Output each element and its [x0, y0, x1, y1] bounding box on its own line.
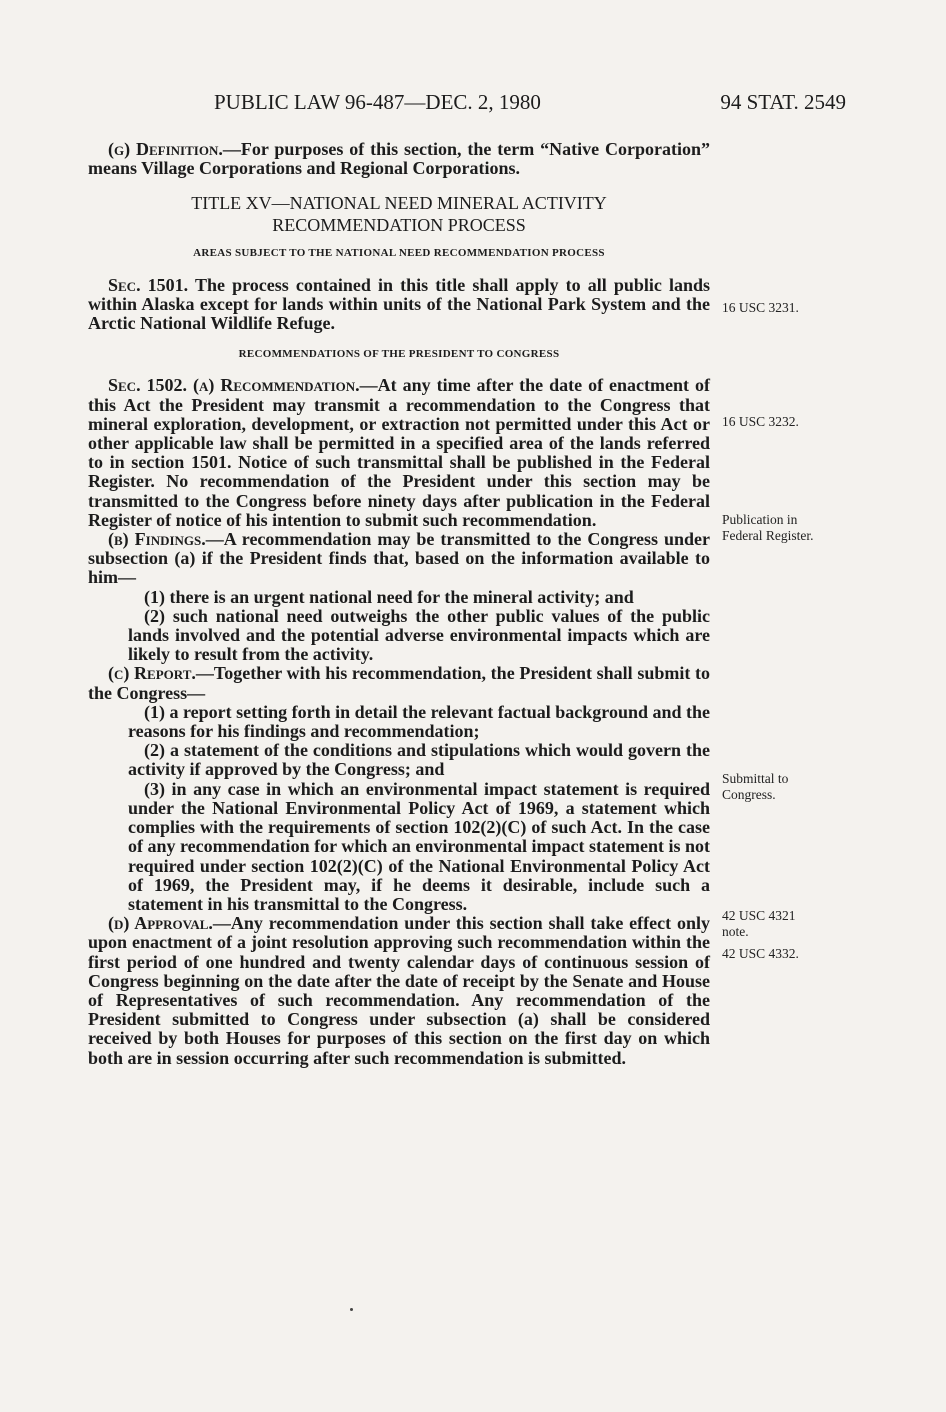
- section-1502a-label: Sec. 1502. (a) Recommendation.: [108, 375, 360, 396]
- section-1502a-paragraph: [88, 376, 710, 530]
- report-item-3: (3) in any case in which an environmental impact statement is required under the National Environmental Policy Act of 1969, a statement which complies with the requirements of section 102(2)(C) of such Act. In the case of any recommendation for which an environmental impact statement is not required under section 102(2)(C) of the National Environmental Policy Act of 1969, the President may, if he deems it desirable, include such a statement in his transmittal to the Congress.: [128, 778, 710, 914]
- stray-mark: [350, 1308, 353, 1311]
- title-xv-heading: [88, 192, 710, 236]
- heading-recommendations: RECOMMENDATIONS OF THE PRESIDENT TO CONGRESS: [238, 348, 560, 361]
- section-g-text: —For purposes of this section, the term “Native Corporation” means Village Corporations and Regional Corporations.: [88, 139, 710, 179]
- findings-item-2: (2) such national need outweighs the other public values of the public lands involved and the potential adverse environmental impacts which are likely to result from the activity.: [128, 605, 710, 665]
- report-text: —Together with his recommendation, the President shall submit to the Congress—: [88, 663, 711, 703]
- margin-note-16usc3232: 16 USC 3232.: [722, 414, 799, 429]
- margin-note-16usc3231: 16 USC 3231.: [722, 300, 799, 315]
- heading-areas-subject: AREAS SUBJECT TO THE NATIONAL NEED RECOMMENDATION PROCESS: [193, 247, 605, 260]
- header-title: PUBLIC LAW 96-487—DEC. 2, 1980: [214, 90, 541, 114]
- approval-label: (d) Approval.: [108, 913, 213, 934]
- report-label: (c) Report.: [108, 663, 196, 684]
- margin-note-publication: Publication in Federal Register.: [722, 512, 814, 543]
- section-1501-label: Sec. 1501.: [108, 274, 189, 295]
- title-line-1: TITLE XV—NATIONAL NEED MINERAL ACTIVITY: [191, 193, 607, 214]
- findings-text: —A recommendation may be transmitted to the Congress under subsection (a) if the President finds that, based on the information available to him—: [88, 529, 710, 588]
- section-1501-paragraph: [88, 276, 710, 334]
- margin-note-submittal: Submittal to Congress.: [722, 771, 789, 802]
- report-paragraph: [88, 664, 710, 702]
- findings-paragraph: [88, 530, 710, 588]
- approval-text: —Any recommendation under this section shall take effect only upon enactment of a joint resolution approving such recommendation within the first period of one hundred and twenty calendar days of continuous session of Congress beginning on the date after the date of receipt by the Senate and House of Representatives of such recommendation. Any recommendation of the President submitted to Congress under subsection (a) shall be considered received by both Houses for purposes of this section on the first day on which both are in session occurring after such recommendation is submitted.: [88, 913, 710, 1068]
- header-stat-citation: 94 STAT. 2549: [720, 90, 846, 114]
- report-item-1: (1) a report setting forth in detail the relevant factual background and the reasons for his findings and recommendation;: [128, 701, 710, 742]
- margin-note-42usc4321: 42 USC 4321 note.: [722, 908, 796, 939]
- section-g-paragraph: [88, 140, 710, 178]
- report-item-2: (2) a statement of the conditions and stipulations which would govern the activity if approved by the Congress; and: [128, 740, 710, 780]
- findings-label: (b) Findings.: [108, 529, 206, 550]
- margin-note-42usc4332: 42 USC 4332.: [722, 946, 799, 961]
- approval-paragraph: [88, 914, 710, 1068]
- title-line-2: RECOMMENDATION PROCESS: [272, 215, 526, 236]
- findings-item-1: (1) there is an urgent national need for the mineral activity; and: [144, 586, 634, 607]
- section-g-label: (g) Definition.: [108, 139, 223, 159]
- section-1502a-text: —At any time after the date of enactment of this Act the President may transmit a recommendation to the Congress that mineral exploration, development, or extraction not permitted under this Act or other applicable law shall be permitted in a specified area of the lands referred to in section 1501. Notice of such transmittal shall be published in the Federal Register. No recommendation of the President under this section may be transmitted to the Congress before ninety days after publication in the Federal Register of notice of his intention to submit such recommendation.: [88, 375, 710, 530]
- document-body: [88, 140, 710, 1068]
- section-1501-text: The process contained in this title shall apply to all public lands within Alaska except for lands within units of the National Park System and the Arctic National Wildlife Refuge.: [88, 274, 710, 334]
